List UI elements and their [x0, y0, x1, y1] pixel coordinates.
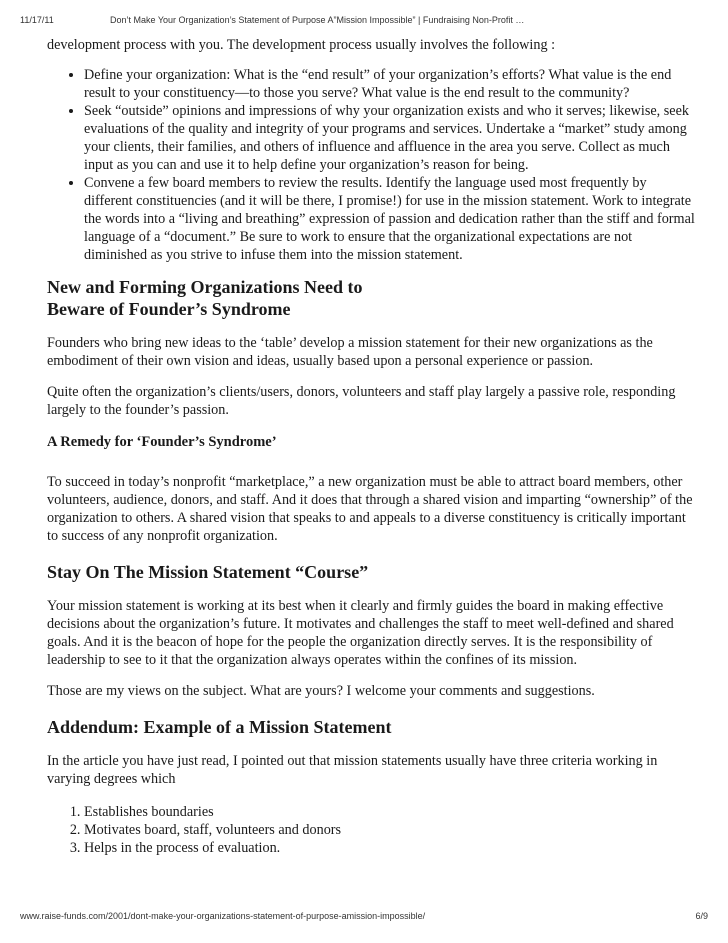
numbered-list: [47, 803, 697, 857]
paragraph: Founders who bring new ideas to the ‘table’ develop a mission statement for their new organizations as the embodiment of their own vision and ideas, usually based upon a personal experience or passion.: [47, 335, 653, 369]
heading-line: New and Forming Organizations Need to: [47, 277, 363, 297]
heading-line: Beware of Founder’s Syndrome: [47, 299, 291, 319]
bullet-item: • Define your organization: What is the “end result” of your organization’s efforts? What value is the end result to your constituency—to those you serve? What value is the end result to the community?: [84, 66, 697, 102]
paragraph: Your mission statement is working at its best when it clearly and firmly guides the board in making effective decisions about the organization’s future. It motivates and challenges the staff to meet well-defined and shared goals. And it is the beacon of hope for the people the organization directly serves. It is the responsibility of leadership to see to it that the organization always operates within the confines of its mission.: [47, 598, 674, 668]
article-body: [47, 36, 697, 857]
print-footer: [0, 911, 728, 925]
numbered-item: 2. Motivates board, staff, volunteers and donors: [84, 821, 697, 839]
bullet-list: [47, 66, 697, 264]
subheading-remedy: A Remedy for ‘Founder’s Syndrome’: [47, 434, 277, 450]
bullet-item: • Convene a few board members to review the results. Identify the language used most frequently by different constituencies (and it will be there, I promise!) for use in the mission statement. Work to integrate the words into a “living and breathing” expression of passion and dedication rather than the stiff and formal language of a “document.” Be sure to work to ensure that the organizational expectations are not diminished as you strive to infuse them into the mission statement.: [84, 174, 697, 264]
bullet-item: • Seek “outside” opinions and impressions of why your organization exists and who it serves; likewise, seek evaluations of the quality and integrity of your programs and services. Undertake a “market” study among your clients, their families, and others of influence and affluence in the area you serve. Collect as much input as you can and use it to help define your organization’s reason for being.: [84, 102, 697, 174]
print-header: [0, 15, 728, 29]
page-url: www.raise-funds.com/2001/dont-make-your-organizations-statement-of-purpose-amission-impossible/: [20, 911, 426, 921]
page-number: 6/9: [695, 911, 708, 921]
intro-paragraph: development process with you. The development process usually involves the following :: [47, 37, 556, 53]
heading-stay-on-course: Stay On The Mission Statement “Course”: [47, 562, 369, 582]
heading-addendum: Addendum: Example of a Mission Statement: [47, 717, 392, 737]
heading-founders-syndrome: [47, 276, 697, 320]
numbered-item: 3. Helps in the process of evaluation.: [84, 839, 697, 857]
print-page-title: Don’t Make Your Organization’s Statement of Purpose A”Mission Impossible” | Fundraising Non-Profit …: [110, 15, 525, 25]
paragraph: In the article you have just read, I pointed out that mission statements usually have three criteria working in varying degrees which: [47, 753, 658, 787]
paragraph: Those are my views on the subject. What are yours? I welcome your comments and suggestions.: [47, 683, 595, 699]
numbered-item: 1. Establishes boundaries: [84, 803, 697, 821]
paragraph: To succeed in today’s nonprofit “marketplace,” a new organization must be able to attract board members, other volunteers, audience, donors, and staff. And it does that through a shared vision and imparting “ownership” of the organization to others. A shared vision that speaks to and appeals to a diverse constituency is critically important to success of any nonprofit organization.: [47, 474, 693, 544]
print-date: 11/17/11: [20, 15, 54, 25]
paragraph: Quite often the organization’s clients/users, donors, volunteers and staff play largely a passive role, responding largely to the founder’s passion.: [47, 384, 676, 418]
